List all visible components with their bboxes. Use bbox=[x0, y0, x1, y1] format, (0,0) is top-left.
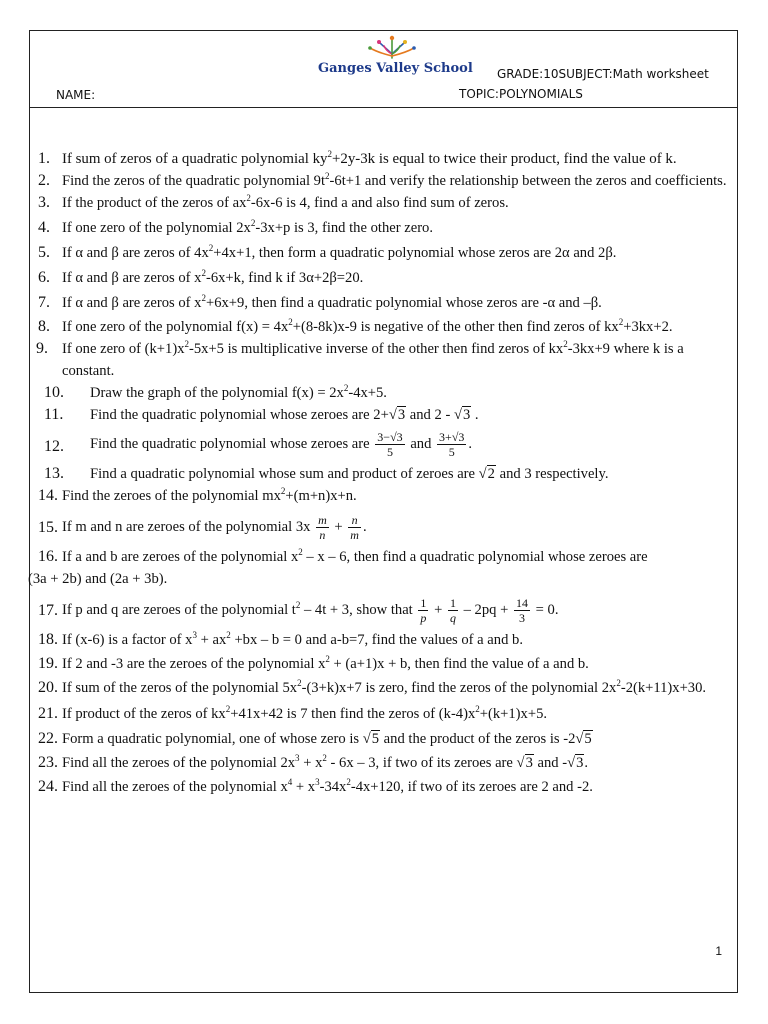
question-list bbox=[28, 148, 728, 798]
topic-label: TOPIC:POLYNOMIALS bbox=[459, 87, 583, 101]
question-20: 20. If sum of the zeros of the polynomial $5x^2-(3+k)x+7$ is zero, find the zeros of the polynomial $2x^2-2(k+11)x+30$. bbox=[38, 678, 707, 696]
question-23: 23. Find all the zeroes of the polynomial $2x^3 + x^2 - 6x - 3$, if two of its zeroes are √3 and -√3. bbox=[38, 753, 589, 771]
question-14: 14. Find the zeroes of the polynomial $mx^2+(m+n)x+n$. bbox=[38, 486, 357, 504]
question-19: 19. If 2 and -3 are the zeroes of the polynomial $x^2 + (a+1)x + b$, then find the value of a and b. bbox=[38, 654, 589, 672]
question-16-line2: (3a + 2b) and (2a + 3b). bbox=[28, 571, 168, 587]
sqrt-symbol: √3 bbox=[516, 755, 533, 771]
question-24: 24. Find all the zeroes of the polynomial $x^4 + x^3-34x^2-4x+120$, if two of its zeroes are 2 and -2. bbox=[38, 777, 593, 795]
question-3: 3. If the product of the zeros of $ax^2-6x-6$ is 4, find a and also find sum of zeros. bbox=[38, 193, 509, 211]
sqrt-symbol: √5 bbox=[362, 731, 380, 747]
grade-subject: GRADE:10SUBJECT:Math worksheet bbox=[497, 67, 709, 81]
fraction: $\frac{3-√3}{5}$ bbox=[377, 430, 403, 459]
question-4: 4. If one zero of the polynomial $2x^2-3x+p$ is 3, find the other zero. bbox=[38, 218, 433, 236]
name-label: NAME: bbox=[56, 88, 96, 102]
question-21: 21. If product of the zeros of $kx^2+41x+42$ is 7 then find the zeros of $(k-4)x^2+(k+1)x+5$. bbox=[38, 704, 548, 722]
school-logo-icon bbox=[362, 34, 422, 60]
question-10: 10. Draw the graph of the polynomial $f(x) = 2x^2-4x+5$. bbox=[44, 383, 387, 401]
fraction: $\frac{3+√3}{5}$ bbox=[439, 430, 465, 459]
question-5: 5. If α and β are zeros of $4x^2+4x+1$, then form a quadratic polynomial whose zeros are 2α and 2β. bbox=[38, 243, 617, 261]
question-18: 18. If (x-6) is a factor of $x^3 + ax^2 +bx - b = 0$ and a-b=7, find the values of a and b. bbox=[38, 630, 523, 648]
page-number: 1 bbox=[715, 944, 722, 958]
header-divider bbox=[29, 107, 738, 108]
sqrt-symbol: √3 bbox=[567, 755, 584, 771]
sqrt-symbol: √2 bbox=[478, 466, 495, 482]
question-2: 2. Find the zeros of the quadratic polynomial $9t^2-6t+1$ and verify the relationship between the zeros and coefficients. bbox=[38, 171, 727, 189]
question-1: 1. If sum of zeros of a quadratic polynomial $ky^2+2y-3k$ is equal to twice their product, find the value of k. bbox=[38, 149, 677, 167]
fraction: $\frac{14}{3}$ bbox=[515, 596, 528, 625]
sqrt-symbol: √3 bbox=[388, 407, 406, 423]
sqrt-symbol: √5 bbox=[575, 731, 592, 747]
question-12: 12. Find the quadratic polynomial whose zeroes are $\frac{3-√3}{5}$ and $\frac{3+√3}{5}$ . bbox=[44, 430, 473, 459]
question-8: 8. If one zero of the polynomial $f(x) = 4x^2+(8-8k)x-9$ is negative of the other then find zeros of $kx^2+3kx+2$. bbox=[38, 317, 673, 335]
question-16: 16. If a and b are zeroes of the polynomial $x^2$ – x – 6, then find a quadratic polynomial whose zeroes are bbox=[38, 547, 648, 565]
school-name: Ganges Valley School bbox=[318, 61, 473, 76]
fraction: $\frac{n}{m}$ bbox=[350, 513, 359, 542]
fraction: $\frac{1}{p}$ bbox=[420, 596, 427, 625]
question-6: 6. If α and β are zeros of $x^2-6x+k$, find k if 3α+2β=20. bbox=[38, 268, 364, 286]
question-22: 22. Form a quadratic polynomial, one of whose zero is √5 and the product of the zeros is -2√5 bbox=[38, 730, 592, 747]
fraction: $\frac{1}{q}$ bbox=[449, 596, 456, 625]
question-13: 13. Find a quadratic polynomial whose sum and product of zeroes are √2 and 3 respectively. bbox=[44, 465, 609, 482]
question-11: 11. Find the quadratic polynomial whose zeroes are 2+√3 and 2 - √3 . bbox=[44, 406, 479, 423]
sqrt-symbol: √3 bbox=[453, 407, 471, 423]
question-17: 17. If p and q are zeroes of the polynomial $t^2 - 4t + 3$, show that $\frac{1}{p}$ + $\frac{1}{q}$ – 2pq + $\frac{14}{3}$ = 0. bbox=[38, 596, 559, 625]
fraction: $\frac{m}{n}$ bbox=[318, 513, 327, 542]
question-7: 7. If α and β are zeros of $x^2+6x+9$, then find a quadratic polynomial whose zeros are -α and –β. bbox=[38, 293, 602, 311]
school-logo bbox=[318, 34, 473, 80]
question-9: 9. If one zero of $(k+1)x^2-5x+5$ is multiplicative inverse of the other then find zeros of $kx^2-3kx+9$ where k is a constant. bbox=[36, 339, 684, 379]
question-15: 15. If m and n are zeroes of the polynomial 3x $\frac{m}{n}$ + $\frac{n}{m}$ . bbox=[38, 513, 367, 542]
